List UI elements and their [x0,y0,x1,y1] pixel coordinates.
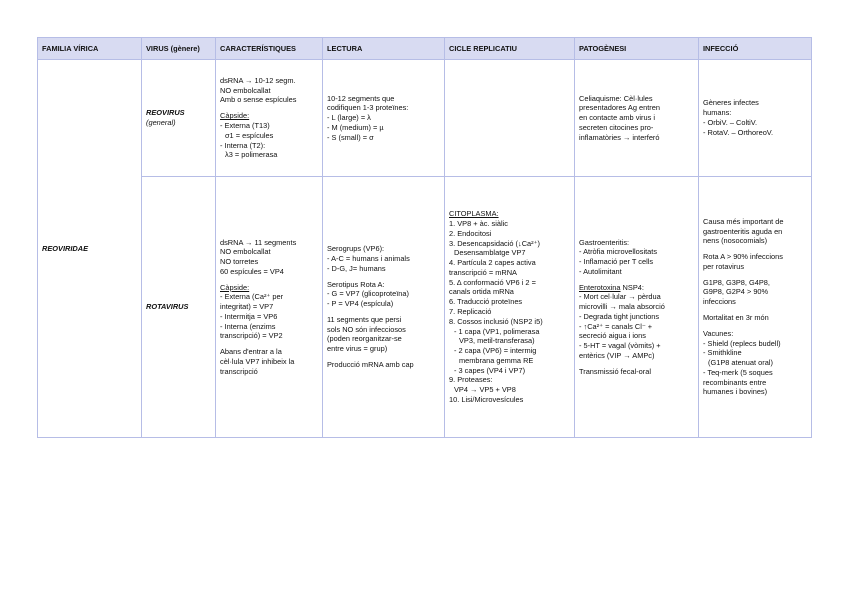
cell-line: - P = VP4 (espícula) [327,299,394,309]
cell-line: presentadores Ag entren [579,103,660,113]
virus-cell-rotavirus [142,177,216,438]
virus-name: REOVIRUS [146,108,185,118]
cell-line: Transmissió fecal-oral [579,366,652,376]
cell-line: Amb o sense espícules [220,95,297,105]
cell-line: Celiaquisme: Cèl·lules [579,93,653,103]
cell-line: - 5-HT = vagal (vòmits) + [579,341,661,351]
cell-caract-rotavirus [216,177,323,438]
cell-line: entre virus = grup) [327,344,388,354]
cell-line: - A-C = humans i animals [327,254,410,264]
cell-line: Causa més important de [703,216,784,226]
cell-line: - Smithkline [703,348,742,358]
cell-line: - Atròfia microvellositats [579,247,658,257]
cell-line: - Externa (Ca²⁺ per [220,292,284,302]
cell-line: Enterotoxina NSP4: [579,282,644,292]
cell-line: Serogrups (VP6): [327,244,385,254]
header-caracteristiques: CARACTERÍSTIQUES [216,38,323,60]
cell-line: NO embolcallat [220,247,271,257]
cell-infeccio-rotavirus [699,177,812,438]
cell-line: - 3 capes (VP4 i VP7) [454,365,526,375]
cell-cicle-rotavirus [445,177,575,438]
cell-line: (poden reorganitzar-se [327,334,402,344]
cell-line: en contacte amb virus i [579,113,655,123]
header-virus: VIRUS (gènere) [142,38,216,60]
cell-line: G9P8, G2P4 > 90% [703,287,769,297]
cell-line: 4. Partícula 2 capes activa [449,258,536,268]
cell-line: recombinants entre [703,377,767,387]
cell-line: Desensamblatge VP7 [454,248,526,258]
cell-line: (G1P8 atenuat oral) [708,358,773,368]
cell-line: 3. Desencapsidació (↓Ca²⁺) [449,238,540,248]
cell-line: - Teq-merk (5 soques [703,367,773,377]
cell-line: transcripció = mRNA [449,267,517,277]
cell-line: Càpside: [220,111,250,121]
virus-subtitle: (general) [146,118,176,127]
cell-caract-reovirus [216,60,323,177]
cell-line: - Shield (replecs budell) [703,338,781,348]
header-row [38,38,812,60]
cell-line: CITOPLASMA: [449,209,499,219]
cell-line: inflamatòries → interferó [579,132,660,142]
virus-cell-reovirus [142,60,216,177]
cell-line: dsRNA → 11 segments [220,237,297,247]
cell-line: cèl·lula VP7 inhibeix la [220,356,295,366]
cell-line: Vacunes: [703,328,734,338]
header-patogenesi: PATOGÈNESI [575,38,699,60]
cell-line: λ3 = polimerasa [225,150,278,160]
cell-line: Mortalitat en 3r món [703,313,769,322]
cell-line: - G = VP7 (glicoproteïna) [327,289,409,299]
cell-line: - S (small) = σ [327,132,374,142]
cell-line: 2. Endocitosi [449,228,492,238]
header-cicle: CICLE REPLICATIU [445,38,575,60]
cell-line: entèrics (VIP → AMPc) [579,350,655,360]
cell-line: transcripció [220,366,258,376]
header-infeccio: INFECCIÓ [699,38,812,60]
cell-line: gastroenteritis aguda en [703,226,783,236]
cell-line: Abans d'entrar a la [220,347,282,357]
cell-patogenesi-reovirus [575,60,699,177]
cell-line: - D-G, J= humans [327,263,386,273]
cell-line: - 1 capa (VP1, polimerasa [454,326,540,336]
cell-line: 9. Proteases: [449,375,493,385]
cell-line: 10. Lisi/Microvesícules [449,394,524,404]
cell-patogenesi-rotavirus [575,177,699,438]
header-lectura: LECTURA [323,38,445,60]
cell-infeccio-reovirus [699,60,812,177]
cell-line: transcripció) = VP2 [220,331,283,341]
cell-line: dsRNA → 10-12 segm. [220,75,296,85]
cell-line: 1. VP8 + àc. siàlic [449,219,508,229]
cell-cicle-reovirus [445,60,575,177]
cell-lectura-reovirus [323,60,445,177]
cell-line: 7. Replicació [449,307,492,316]
cell-line: - Interna (T2): [220,140,266,150]
cell-line: - M (medium) = µ [327,122,384,132]
cell-line: 8. Cossos inclusió (NSP2 i5) [449,316,543,326]
cell-line: - Inflamació per T cells [579,257,654,267]
cell-line: 11 segments que persi [327,314,402,324]
cell-line: Producció mRNA amb cap [327,359,414,369]
cell-line: - Mort cel·lular → pèrdua [579,292,661,302]
cell-line: humans: [703,108,732,118]
cell-line: Rota A > 90% infeccions [703,252,783,262]
cell-line: canals ortida mRNa [449,287,514,297]
table-row-reovirus [38,60,812,177]
cell-line: membrana gemma RE [459,355,534,365]
cell-line: - Interna (enzims [220,321,276,331]
cell-line: 60 espícules = VP4 [220,266,284,276]
cell-line: - Degrada tight junctions [579,311,660,321]
cell-line: G1P8, G3P8, G4P8, [703,277,770,287]
cell-line: 5. Δ conformació VP6 i 2 = [449,277,536,287]
cell-line: σ1 = espícules [225,130,274,140]
cell-line: microvilli → mala absorció [579,302,665,312]
family-cell: REOVIRIDAE [38,60,142,438]
cell-line: infeccions [703,297,736,307]
cell-line: - OrbiV. – ColtiV. [703,118,758,127]
cell-line: Serotipus Rota A: [327,279,385,289]
cell-lectura-rotavirus [323,177,445,438]
cell-line: - Autolimitant [579,266,622,276]
cell-line: 6. Traducció proteïnes [449,297,523,307]
cell-line: Càpside: [220,282,250,292]
cell-line: Gastroenteritis: [579,237,630,247]
header-familia: FAMILIA VÍRICA [38,38,142,60]
cell-line: 10-12 segments que [327,93,395,103]
cell-line: - L (large) = λ [327,113,371,123]
virus-name: ROTAVIRUS [146,302,189,312]
reoviridae-table [37,37,812,438]
cell-line: - Externa (T13) [220,121,270,130]
cell-line: secreten citocines pro- [579,122,654,132]
cell-line: codifiquen 1-3 proteïnes: [327,103,409,113]
cell-line: integritat) = VP7 [220,302,274,312]
cell-line: VP4 → VP5 + VP8 [454,385,516,395]
cell-line: - Intermitja = VP6 [220,311,278,321]
cell-line: - 2 capa (VP6) = intermig [454,346,537,356]
table-row-rotavirus [38,177,812,438]
cell-line: sols NO són infecciosos [327,324,406,334]
cell-line: nens (nosocomials) [703,236,768,246]
cell-line: - ↑Ca²⁺ = canals Cl⁻ + [579,321,653,331]
cell-line: Gèneres infectes [703,98,759,108]
cell-line: per rotavirus [703,261,745,271]
cell-line: - RotaV. – OrthoreoV. [703,127,774,137]
cell-line: humanes i bovines) [703,387,768,397]
cell-line: secreció aigua i ions [579,331,646,341]
cell-line: VP3, metil-transferasa) [459,336,535,346]
cell-line: NO embolcallat [220,85,271,95]
cell-line: NO torretes [220,257,259,267]
